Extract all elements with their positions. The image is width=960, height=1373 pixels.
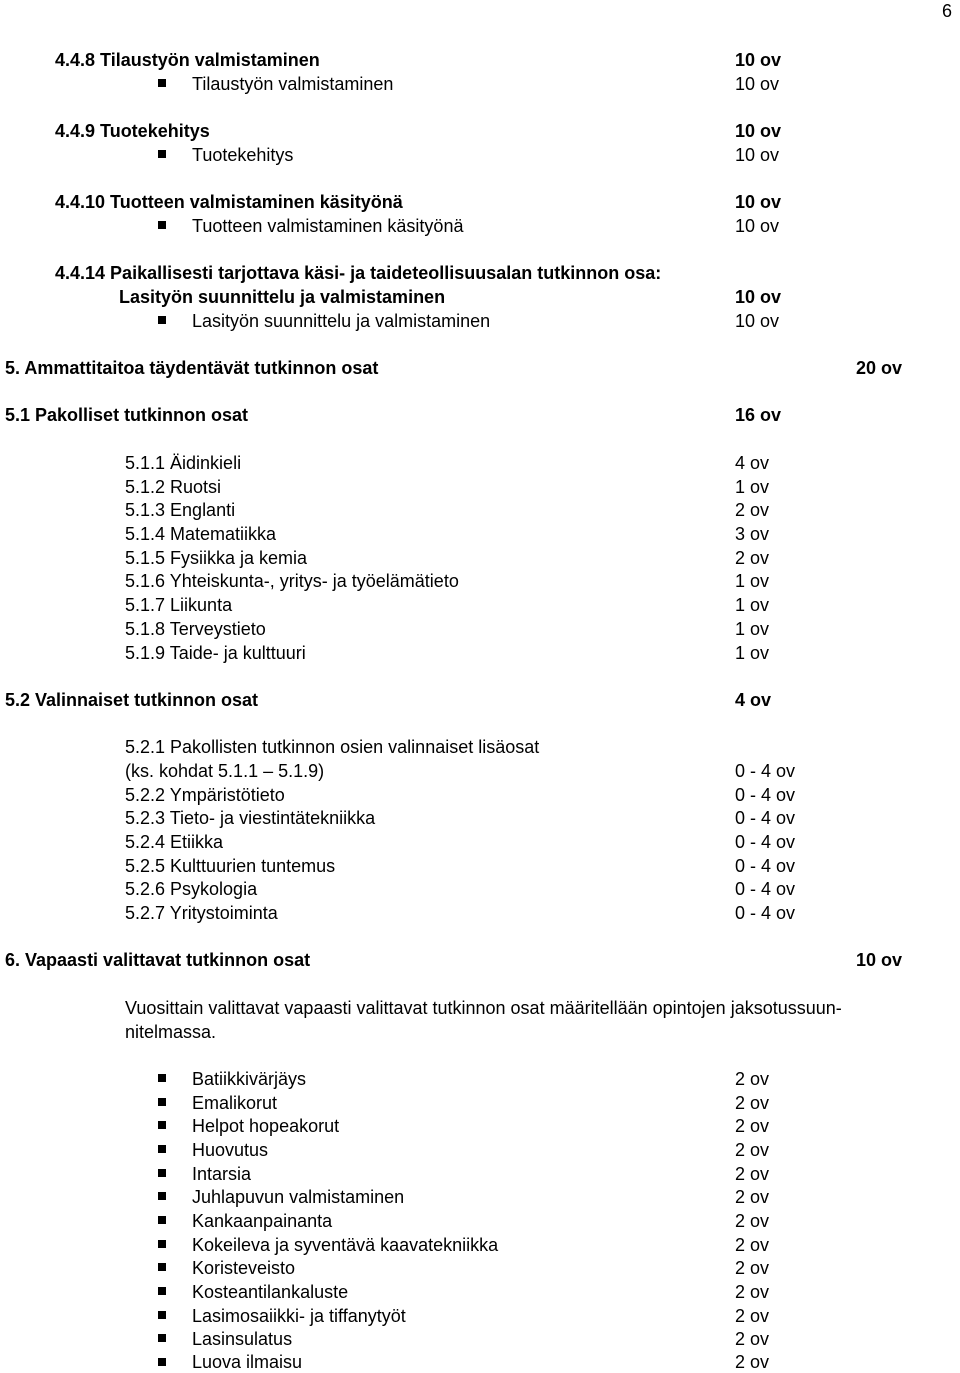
- list-item: Kosteantilankaluste: [192, 1282, 349, 1302]
- bullet-icon: [158, 1192, 166, 1200]
- item-credits: 1 ov: [735, 477, 770, 497]
- section-credits: 10 ov: [735, 121, 782, 141]
- bullet-icon: [158, 1358, 166, 1366]
- item-credits: 2 ov: [735, 1329, 770, 1349]
- item-credits: 0 - 4 ov: [735, 832, 796, 852]
- item-credits: 3 ov: [735, 524, 770, 544]
- section-subheading: Lasityön suunnittelu ja valmistaminen: [119, 287, 446, 307]
- list-item: Lasimosaiikki- ja tiffanytyöt: [192, 1306, 406, 1326]
- paragraph: Vuosittain valittavat vapaasti valittavat tutkinnon osat määritellään opintojen jaksotussuun-: [125, 998, 842, 1018]
- bullet-icon: [158, 79, 166, 87]
- list-item: 5.2.4 Etiikka: [125, 832, 224, 852]
- item-credits: 4 ov: [735, 453, 770, 473]
- item-credits: 2 ov: [735, 1258, 770, 1278]
- item-credits: 2 ov: [735, 1282, 770, 1302]
- section-credits: 4 ov: [735, 690, 772, 710]
- item-credits: 10 ov: [735, 74, 780, 94]
- section-credits: 10 ov: [735, 192, 782, 212]
- chapter-heading: 6. Vapaasti valittavat tutkinnon osat: [5, 950, 311, 970]
- item-credits: 1 ov: [735, 619, 770, 639]
- section-heading: 4.4.10 Tuotteen valmistaminen käsityönä: [55, 192, 403, 212]
- item-credits: 0 - 4 ov: [735, 856, 796, 876]
- list-item: 5.1.4 Matematiikka: [125, 524, 277, 544]
- section-credits: 16 ov: [735, 405, 782, 425]
- bullet-icon: [158, 1216, 166, 1224]
- bullet-icon: [158, 1263, 166, 1271]
- item-credits: 2 ov: [735, 1211, 770, 1231]
- chapter-heading: 5. Ammattitaitoa täydentävät tutkinnon osat: [5, 358, 379, 378]
- chapter-credits: 20 ov: [856, 358, 903, 378]
- list-item: 5.1.2 Ruotsi: [125, 477, 222, 497]
- bullet-icon: [158, 1240, 166, 1248]
- list-item: 5.2.5 Kulttuurien tuntemus: [125, 856, 336, 876]
- item-credits: 10 ov: [735, 311, 780, 331]
- item-credits: 1 ov: [735, 643, 770, 663]
- bullet-icon: [158, 1169, 166, 1177]
- list-item: 5.1.5 Fysiikka ja kemia: [125, 548, 308, 568]
- item-credits: 2 ov: [735, 1235, 770, 1255]
- item-credits: 2 ov: [735, 1187, 770, 1207]
- bullet-icon: [158, 1074, 166, 1082]
- item-credits: 2 ov: [735, 548, 770, 568]
- section-credits: 10 ov: [735, 287, 782, 307]
- list-item: Juhlapuvun valmistaminen: [192, 1187, 405, 1207]
- list-item: Intarsia: [192, 1164, 252, 1184]
- section-heading: 4.4.9 Tuotekehitys: [55, 121, 210, 141]
- bullet-icon: [158, 1287, 166, 1295]
- bullet-icon: [158, 1098, 166, 1106]
- item-credits: 2 ov: [735, 1306, 770, 1326]
- list-item: 5.1.1 Äidinkieli: [125, 453, 242, 473]
- list-item: 5.1.3 Englanti: [125, 500, 236, 520]
- item-credits: 2 ov: [735, 1069, 770, 1089]
- section-heading: 5.1 Pakolliset tutkinnon osat: [5, 405, 249, 425]
- section-heading: 4.4.8 Tilaustyön valmistaminen: [55, 50, 320, 70]
- item-credits: 2 ov: [735, 1116, 770, 1136]
- list-item: Kokeileva ja syventävä kaavatekniikka: [192, 1235, 499, 1255]
- item-credits: 0 - 4 ov: [735, 785, 796, 805]
- section-heading: 4.4.14 Paikallisesti tarjottava käsi- ja taideteollisuusalan tutkinnon osa:: [55, 263, 662, 283]
- item-credits: 0 - 4 ov: [735, 903, 796, 923]
- list-item: 5.2.2 Ympäristötieto: [125, 785, 285, 805]
- section-heading: 5.2 Valinnaiset tutkinnon osat: [5, 690, 259, 710]
- item-credits: 1 ov: [735, 571, 770, 591]
- item-credits: 2 ov: [735, 1164, 770, 1184]
- list-item: Lasinsulatus: [192, 1329, 293, 1349]
- list-item: 5.2.6 Psykologia: [125, 879, 258, 899]
- list-item: Lasityön suunnittelu ja valmistaminen: [192, 311, 491, 331]
- list-item: Kankaanpainanta: [192, 1211, 333, 1231]
- paragraph: nitelmassa.: [125, 1022, 217, 1042]
- item-credits: 10 ov: [735, 216, 780, 236]
- list-item: Batiikkivärjäys: [192, 1069, 307, 1089]
- item-credits: 10 ov: [735, 145, 780, 165]
- page-number: 6: [941, 1, 952, 21]
- list-item: 5.2.1 Pakollisten tutkinnon osien valinnaiset lisäosat: [125, 737, 540, 757]
- list-item: Huovutus: [192, 1140, 269, 1160]
- list-item: 5.1.6 Yhteiskunta-, yritys- ja työelämätieto: [125, 571, 459, 591]
- chapter-credits: 10 ov: [856, 950, 903, 970]
- list-item: 5.1.8 Terveystieto: [125, 619, 266, 639]
- list-item: 5.2.3 Tieto- ja viestintätekniikka: [125, 808, 376, 828]
- item-credits: 0 - 4 ov: [735, 808, 796, 828]
- list-item: Koristeveisto: [192, 1258, 296, 1278]
- item-credits: 0 - 4 ov: [735, 761, 796, 781]
- item-credits: 2 ov: [735, 1140, 770, 1160]
- item-credits: 2 ov: [735, 500, 770, 520]
- list-item: Tuotteen valmistaminen käsityönä: [192, 216, 464, 236]
- bullet-icon: [158, 1334, 166, 1342]
- list-item: 5.2.7 Yritystoiminta: [125, 903, 278, 923]
- list-item: 5.1.9 Taide- ja kulttuuri: [125, 643, 306, 663]
- list-item: Helpot hopeakorut: [192, 1116, 340, 1136]
- bullet-icon: [158, 1145, 166, 1153]
- list-item: Tuotekehitys: [192, 145, 294, 165]
- bullet-icon: [158, 1121, 166, 1129]
- bullet-icon: [158, 150, 166, 158]
- item-credits: 0 - 4 ov: [735, 879, 796, 899]
- item-credits: 2 ov: [735, 1093, 770, 1113]
- bullet-icon: [158, 1311, 166, 1319]
- list-item: 5.1.7 Liikunta: [125, 595, 233, 615]
- list-item: Tilaustyön valmistaminen: [192, 74, 394, 94]
- item-credits: 1 ov: [735, 595, 770, 615]
- item-credits: 2 ov: [735, 1352, 770, 1372]
- list-item: Emalikorut: [192, 1093, 278, 1113]
- bullet-icon: [158, 316, 166, 324]
- section-credits: 10 ov: [735, 50, 782, 70]
- list-item-continuation: (ks. kohdat 5.1.1 – 5.1.9): [125, 761, 325, 781]
- list-item: Luova ilmaisu: [192, 1352, 303, 1372]
- bullet-icon: [158, 221, 166, 229]
